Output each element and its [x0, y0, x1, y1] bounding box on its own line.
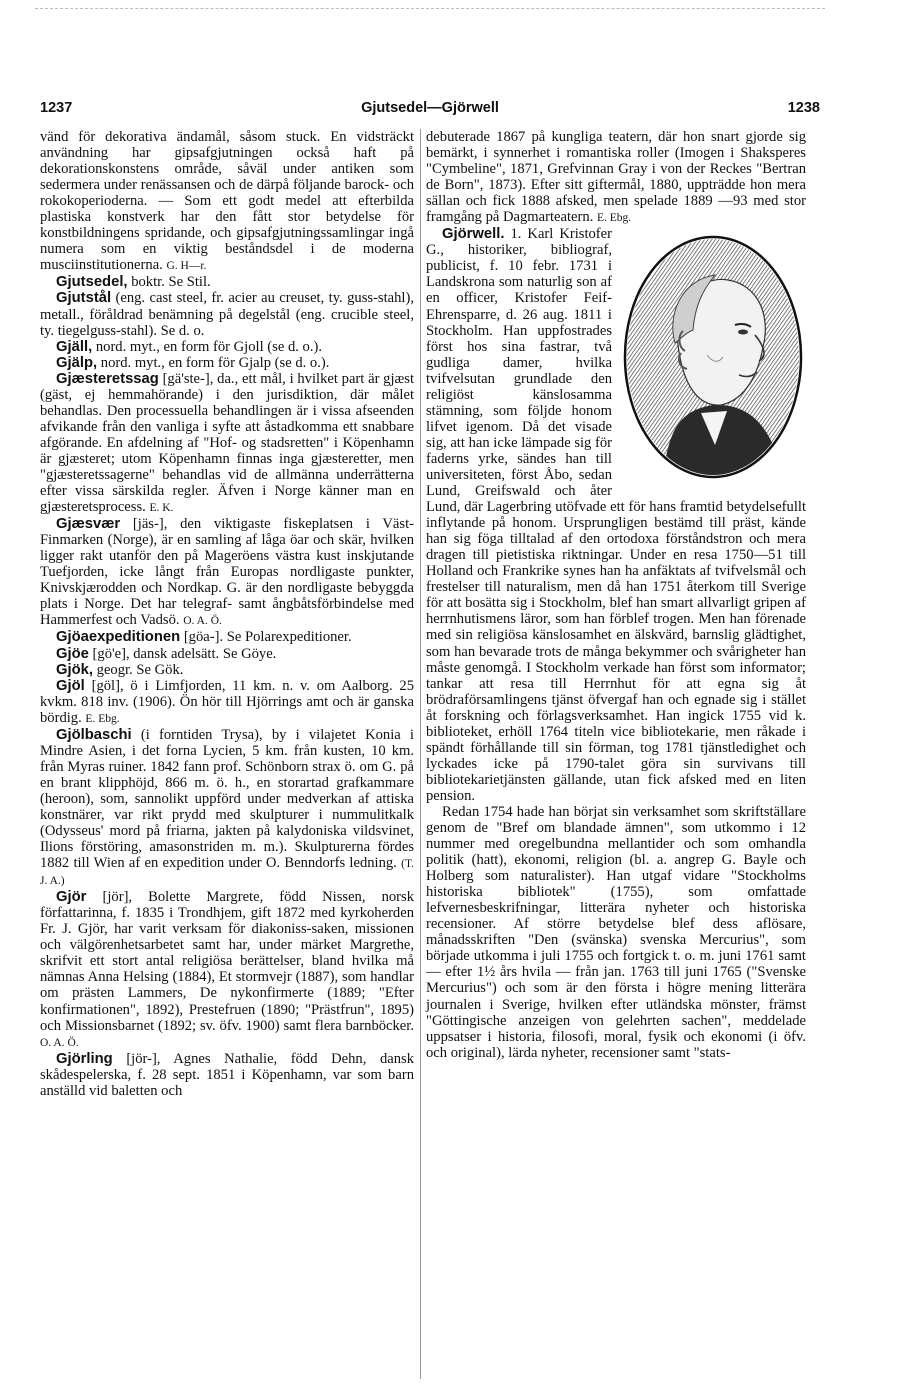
entry-gjalp: [40, 355, 414, 371]
entry-gjor: [40, 889, 414, 1050]
entry-gjaesteretssag: [40, 371, 414, 516]
portrait-oval-image: [623, 235, 803, 479]
headword: Gjök,: [56, 661, 93, 678]
entry-text: [göl], ö i Limfjorden, 11 km. n. v. om Aalborg. 25 kvkm. 818 inv. (1906). Ön hör till Hjörrings amt och är ganska bördig.: [40, 677, 414, 726]
author-signature: E. K.: [149, 502, 174, 515]
author-signature: (T. J. A.): [40, 858, 414, 888]
running-header: [40, 100, 820, 120]
headword: Gjutsedel,: [56, 274, 128, 291]
left-column: [40, 129, 414, 1099]
entry-gjorling: [40, 1051, 414, 1099]
page-number-right: 1238: [787, 100, 820, 116]
entry-text: vänd för dekorativa ändamål, såsom stuck. En vidsträckt användning har gipsafgjutningen också haft på dekorationskonstens område, såväl under antiken som sedermera under renässansen och de därpå följande barock- och rokokoperioderna. — Som ett godt medel att efterbilda plastiska konstverk har den fått stor betydelse för konstbildningens spridande, och gipsafgjutningssamlingar ingå numera som en viktig beståndsdel i de moderna musciinstitutionerna.: [40, 129, 414, 274]
entry-text: nord. myt., en form för Gjalp (se d. o.).: [100, 354, 330, 371]
entry-gjutstal: [40, 290, 414, 338]
entry-text: Redan 1754 hade han börjat sin verksamhet som skriftställare genom de "Bref om blandade ämnen", som utkommo i 12 nummer med oregelbundna mellantider och som omhandla politik (hatt), ekonomi, religion (bl. a. angrep G. Bayle och Holberg som naturalister). Han utgaf vidare "Stockholms historiska bibliotek" (1755), som omfattade lefvernesbeskrifningar, litterära nyheter och historiska recensioner. Af större betydelse blef dess aflösare, månadsskriften "Den (svänska) svenska Mercurius", som började utkomma i juli 1755 och fortgick t. o. m. juni 1761 samt — efter 1½ års hvila — från jan. 1763 till juni 1765 ("Svenske Mercurius") och som är den första i högre mening litterära journalen i Sverige, hvilken efter utländska mönster, främst "Göttingische anzeigen von gelehrten sachen", meddelade uppsatser i historia, filosofi, moral, fysik och ekonomi (i öfv. och original), lärda nyheter, recensioner samt "stats-: [426, 803, 806, 1061]
entry-text: [göa-]. Se Polarexpeditioner.: [183, 629, 352, 646]
entry-gjall: [40, 339, 414, 355]
headword: Gjæsteretssag: [56, 370, 159, 387]
entry-text: 1. Karl Kristofer G., historiker, bibliograf, publicist, f. 10 febr. 1731 i Landskrona som naturlig son af en officer, Kristofer Feif-Ehrensparre, d. 26 aug. 1811 i Stockholm. Han uppfostrades först hos sina fastrar, två gudliga damer, hvilka tvifvelsutan grundlade den religiöst känslosamma stämning, som följde honom lifvet igenom. Då det visade sig, att han icke lämpade sig för faderns yrke, sändes han till universiteten, först Åbo, sedan Lund, Greifswald och åter Lund, där Lagerbring utöfvade ett för hans framtid betydelsefullt inflytande på honom. Ursprungligen bestämd till präst, kände han sig föga tilltalad af den ortodoxa förståndstron och mera dragen till pietistiska riktningar. Under en resa 1750—51 till Holland och Frankrike synes han ha anfäktats af tvifvelsmål och frestelser till naturalism, men då han 1751 återkom till Sverige för att bosätta sig i Stockholm, blef han smart allvarligt gripen af herrnhutismens läror, som han förblef trogen. Men han förenade med sin religiösa känslosamhet en älskvärd, barnslig glädtighet, som han bevarade trots de många bekymmer och svårigheter han måste genomgå. I Stockholm verkade han först som informator; tankar att resa till Herrnhut för att egna sig åt brödraförsamlingens tjänst öfvergaf han och egnade sig i stället åt forskning och förlagsverksamhet. Han ingick 1755 vid k. biblioteket, erhöll 1764 titeln vice bibliotekarie, men råkade i spändt förhållande till sin förman, tog 1781 tjänstledighet och lyckades icke på 1790-talet göra sin survivans till bibliotekarietjänsten gällande, utan fick afsked med en liten pension.: [426, 226, 806, 804]
entry-text: [jör-], Agnes Nathalie, född Dehn, dansk skådespelerska, f. 28 sept. 1851 i Köpenhamn, var som barn anställd vid baletten och: [40, 1050, 414, 1099]
headword: Gjöl: [56, 677, 85, 694]
right-column: [426, 129, 806, 1061]
headword: Gjäll,: [56, 338, 93, 355]
headword: Gjutstål: [56, 290, 112, 307]
entry-gjoe: [40, 646, 414, 662]
entry-continuation: [426, 129, 806, 226]
headword: Gjörling: [56, 1050, 113, 1067]
entry-gjutsedel: [40, 274, 414, 290]
author-signature: E. Ebg.: [85, 712, 120, 725]
page-number-left: 1237: [40, 100, 73, 116]
entry-gjoaexpeditionen: [40, 629, 414, 645]
entry-text: nord. myt., en form för Gjoll (se d. o.).: [95, 338, 323, 355]
portrait-gjorwell: [620, 232, 806, 482]
entry-gjol: [40, 678, 414, 727]
entry-text: [jör], Bolette Margrete, född Nissen, norsk författarinna, f. 1835 i Trondhjem, gift 1872 med kyrkoherden Fr. J. Gjör, har varit verksam för diakoniss-saken, missionen och välgörenhetsarbetet samt har, under märket Margrethe, skrifvit ett stort antal religiösa berättelser, bland hvilka må nämnas Anna Helsing (1884), Et stormvejr (1887), som handlar om prästen Lammers, De nykonfirmerte (1889; "Efter konfirmationen", 1892), Prestefruen (1890; "Prästfrun", 1895) och Missionsbarnet (1892; sv. öfv. 1900) samt flera barnböcker.: [40, 889, 414, 1034]
entry-text: [gä'ste-], da., ett mål, i hvilket part är gjæst (gäst, ej hemmahörande) i den jurisdiktion, där målet behandlas. Den processuella behandlingen är i vissa afseenden afvikande från den vanliga i syfte att åstadkomma ett snabbare afgörande. En afdelning af "Hof- og stadsretten" i Köpenhamn är gjæsteret; utom Köpenhamn finnas inga gjæsteretter, men "gjæsteretssagerne" behandlas vid de allmänna underrätterna efter vissa särskilda regler. Äfven i Norge känner man en gjæsteretsprocess.: [40, 370, 414, 516]
author-signature: E. Ebg.: [597, 212, 632, 225]
headword: Gjöe: [56, 645, 89, 662]
headword: Gjölbaschi: [56, 726, 132, 743]
headword: Gjälp,: [56, 354, 98, 371]
headword: Gjæsvær: [56, 516, 121, 533]
author-signature: G. H—r.: [166, 260, 207, 273]
headword: Gjörwell.: [442, 226, 505, 243]
entry-continuation: [40, 129, 414, 274]
entry-gjaesvaer: [40, 516, 414, 629]
entry-text: geogr. Se Gök.: [96, 661, 184, 678]
running-head-title: Gjutsedel—Gjörwell: [361, 100, 499, 116]
entry-text: boktr. Se Stil.: [131, 274, 211, 291]
entry-gjorwell: [426, 226, 806, 804]
entry-text: [jäs-], den viktigaste fiskeplatsen i Väst-Finmarken (Norge), är en samling af låga öar och skär, hvilken ligger rakt utanför den på Mageröens västra kust inskjutande Tuefjorden, icke långt från Europas nordligaste punkter, Knivskjærodden och Nordkap. G. är den nordligaste bebyggda plats i Norge. Det har telegraf- samt ångbåtsförbindelse med Hammerfest och Vadsö.: [40, 516, 414, 629]
entry-text: (i forntiden Trysa), by i vilajetet Konia i Mindre Asien, i det forna Lycien, 5 km. från kusten, 10 km. från Myras ruiner. 1842 fann prof. Schönborn strax ö. om G. på en brant klipphöjd, 866 m. ö. h., en storartad grafkammare (heroon), som, sannolikt uppförd under medverkan af attiska konstnärer, var rikt prydd med skulpturer i nummulitkalk (Odysseus' mord på friarna, jakten på kalydoniska vildsvinet, Ilions förstöring, amasonstriden m. m.). Skulpturerna fördes 1882 till Wien af en expedition under O. Benndorfs ledning.: [40, 726, 414, 872]
entry-text: [gö'e], dansk adelsätt. Se Göye.: [92, 645, 277, 662]
column-divider: [420, 129, 421, 1379]
entry-text: (eng. cast steel, fr. acier au creuset, ty. guss-stahl), metall., föråldrad benämning på degelstål (eng. crucible steel, ty. tiegelguss-stahl). Se d. o.: [40, 290, 414, 339]
author-signature: O. A. Ö.: [40, 1036, 79, 1049]
headword: Gjör: [56, 889, 87, 906]
top-scan-edge: [35, 8, 825, 9]
entry-gjok: [40, 662, 414, 678]
entry-gjorwell-continued: [426, 804, 806, 1061]
headword: Gjöaexpeditionen: [56, 629, 181, 646]
entry-text: debuterade 1867 på kungliga teatern, där hon snart gjorde sig bemärkt, i synnerhet i romantiska roller (Imogen i Shaksperes "Cymbeline", 1871, Grefvinnan Gray i von der Reckes "Bertran de Born", 1873). Efter sitt giftermål, 1880, uppträdde hon mera sällan och fick 1888 afsked, men spelade 1889 —93 med stor framgång på Dagmarteatern.: [426, 129, 806, 226]
entry-gjolbaschi: [40, 727, 414, 889]
author-signature: O. A. Ö.: [183, 615, 222, 628]
